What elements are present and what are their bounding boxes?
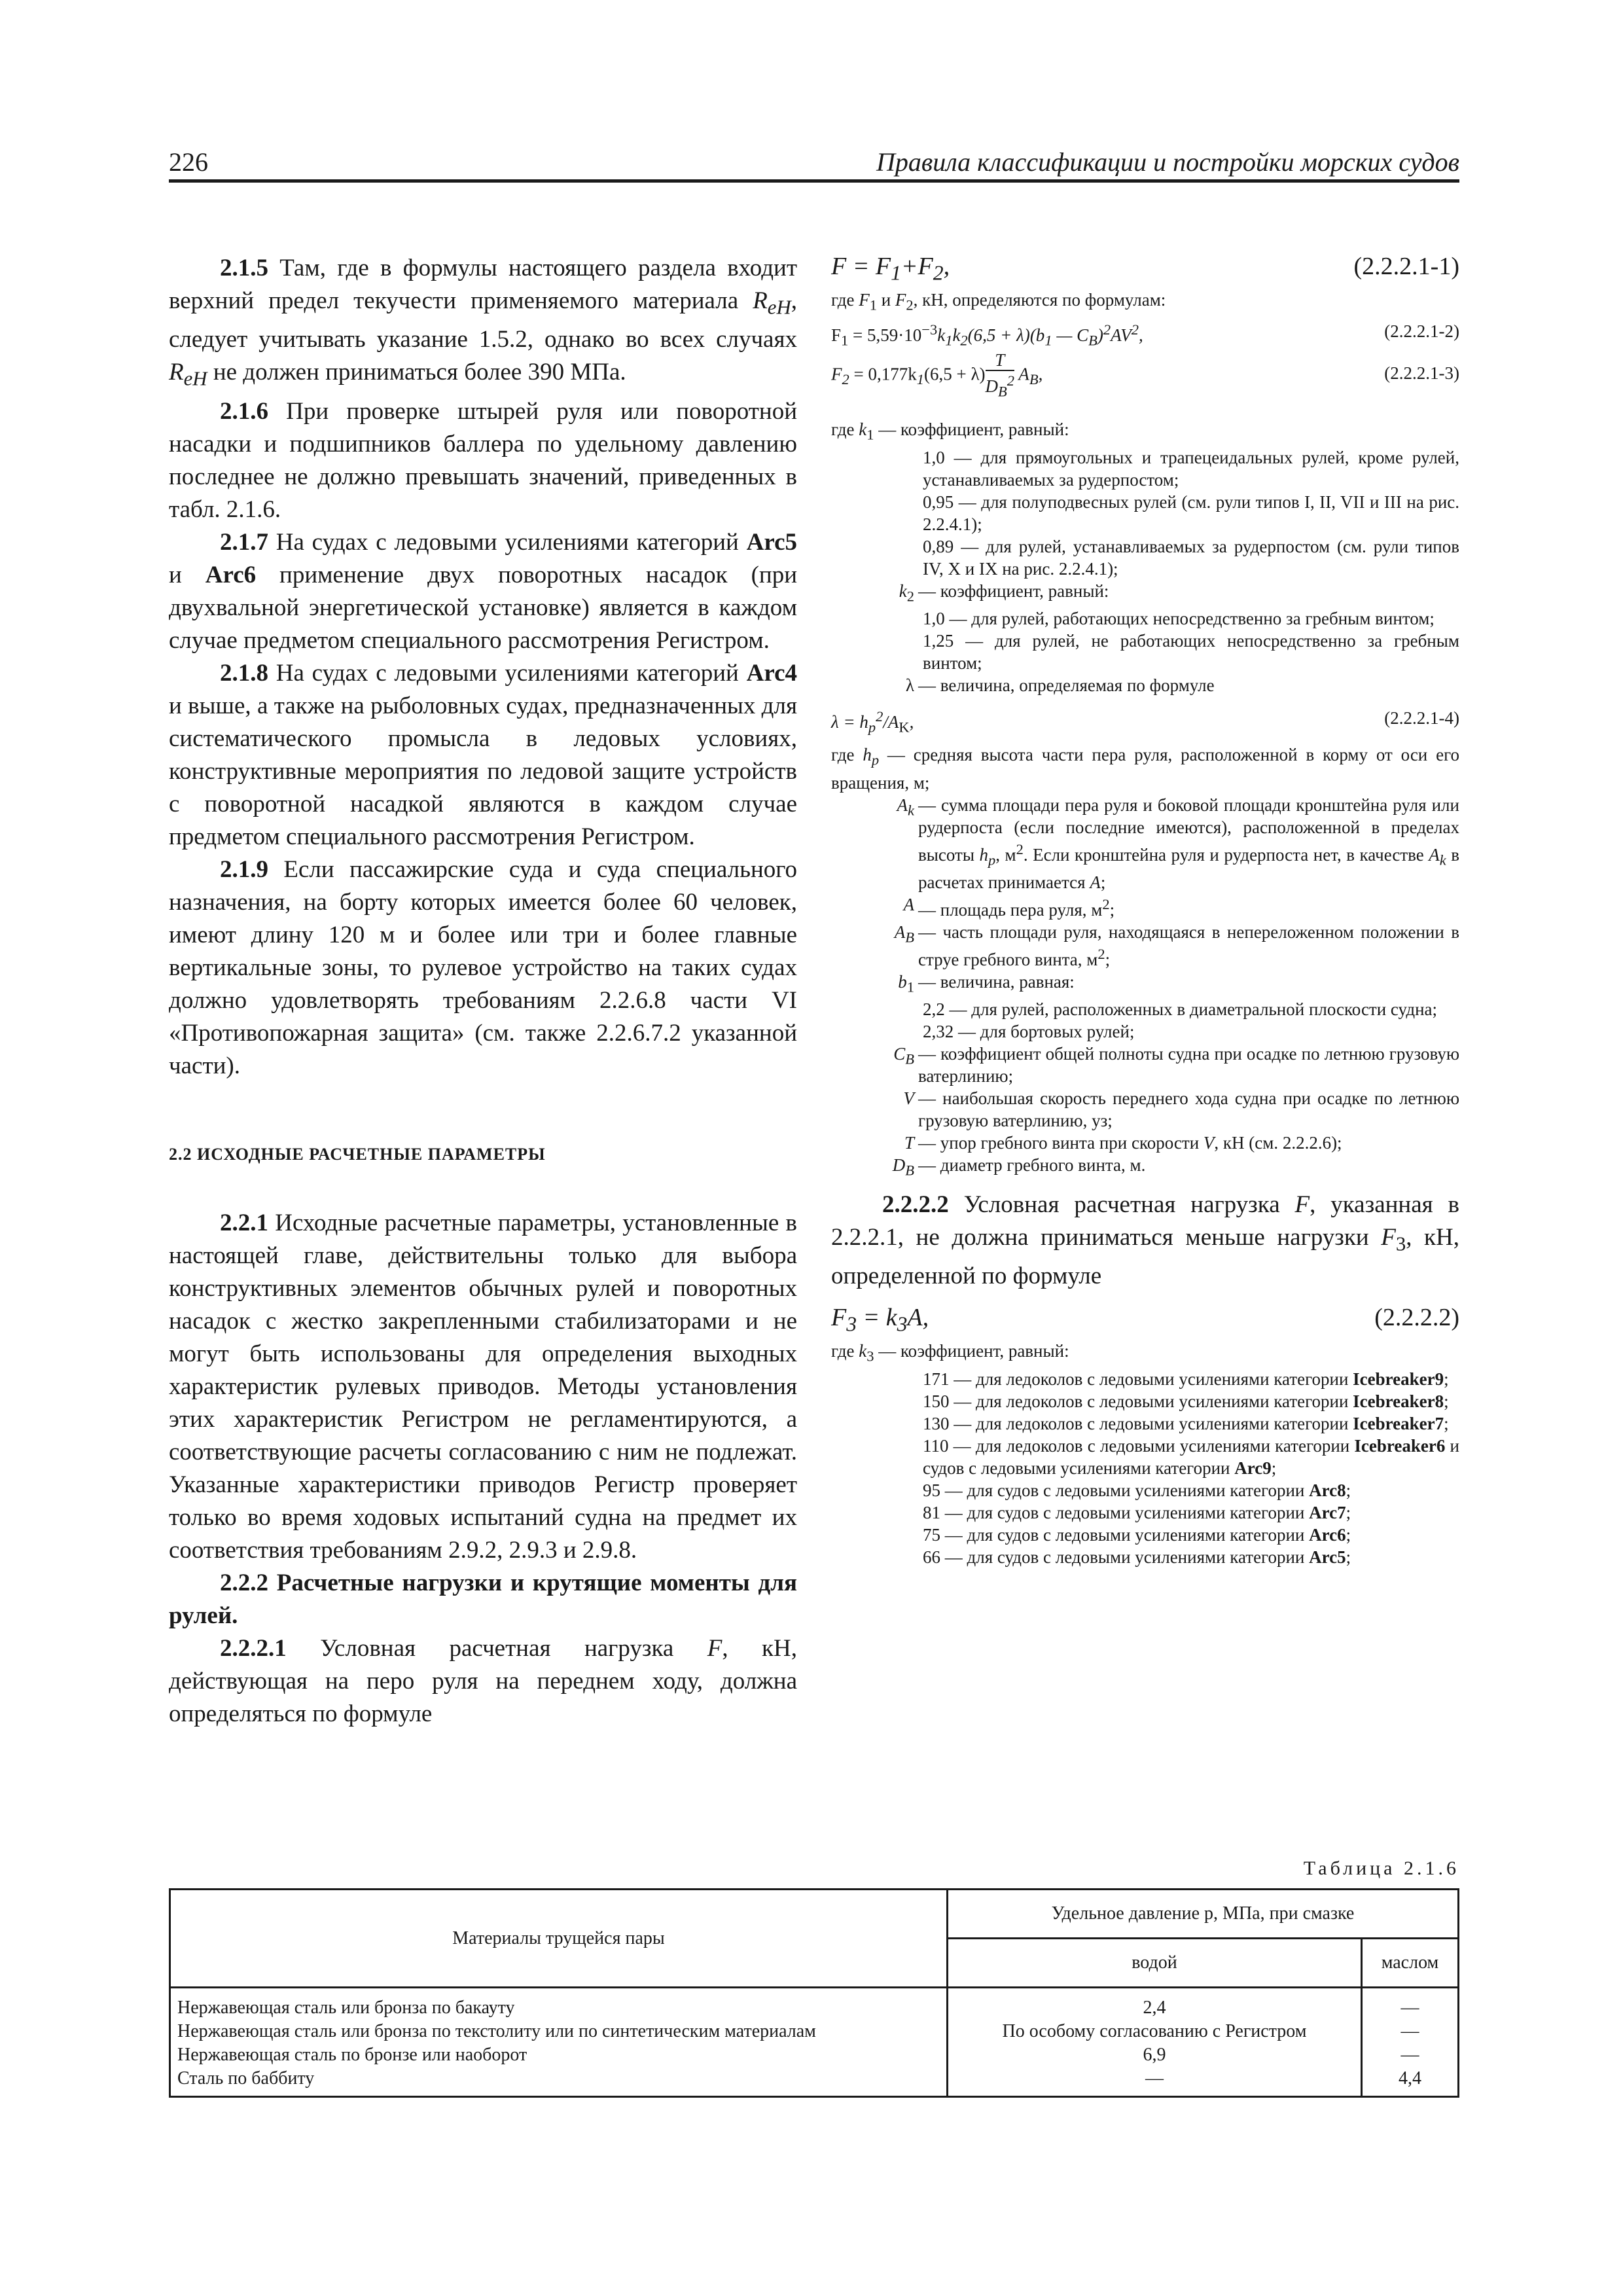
cell-oil: — bbox=[1362, 1988, 1459, 2020]
paragraph-2-1-7: 2.1.7 На судах с ледовыми усилениями категорий Arc5 и Arc6 применение двух поворотных насадок (при двухвальной энергетической установке) является в каждом случае предметом специального рассмотрения Регистром. bbox=[169, 528, 797, 654]
formula-number: (2.2.2.1-4) bbox=[1384, 708, 1459, 728]
paragraph-2-2-2: 2.2.2 Расчетные нагрузки и крутящие моменты для рулей. bbox=[169, 1569, 797, 1629]
def-k2: $k_2$ — коэффициент, равный: bbox=[899, 581, 1109, 605]
right-column bbox=[831, 252, 1459, 1568]
cell-oil: 4,4 bbox=[1362, 2067, 1459, 2097]
left-column bbox=[169, 252, 797, 1731]
k3-item: 130 — для ледоколов с ледовыми усилениями категории Icebreaker7; bbox=[923, 1413, 1449, 1433]
header-water: водой bbox=[948, 1939, 1362, 1988]
paragraph-2-1-5: 2.1.5 Там, где в формулы настоящего раздела входит верхний предел текучести применяемого материала $R_{eH}$, следует учитывать указание 1.5.2, однако во всех случаях $R_{eH}$ не должен приниматься более 390 МПа. bbox=[169, 255, 797, 390]
paragraph-2-2-2-2: 2.2.2.2 Условная расчетная нагрузка F, указанная в 2.2.2.1, не должна приниматься меньше нагрузки $F_3$, кН, определенной по формуле bbox=[831, 1191, 1460, 1290]
k1-item: 1,0 — для прямоугольных и трапецеидальных рулей, кроме рулей, устанавливаемых за рудерпостом; bbox=[923, 447, 1459, 490]
table-row bbox=[170, 2067, 1459, 2097]
header-materials: Материалы трущейся пары bbox=[170, 1890, 948, 1988]
def-ab: $A_B$ — часть площади руля, находящаяся в непереложенном положении в струе гребного винта, $м^2$; bbox=[894, 922, 1459, 969]
section-heading: 2.2 ИСХОДНЫЕ РАСЧЕТНЫЕ ПАРАМЕТРЫ bbox=[169, 1144, 546, 1164]
running-title: Правила классификации и постройки морских судов bbox=[876, 147, 1459, 177]
cell-water: По особому согласованию с Регистром bbox=[948, 2020, 1362, 2043]
b1-item: 2,2 — для рулей, расположенных в диаметральной плоскости судна; bbox=[923, 999, 1438, 1020]
paragraph-2-1-6: 2.1.6 При проверке штырей руля или поворотной насадки и подшипников баллера по удельному давлению последнее не должно превышать значений, приведенных в табл. 2.1.6. bbox=[169, 397, 797, 523]
k3-item: 110 — для ледоколов с ледовыми усилениями категории Icebreaker6 и судов с ледовыми усилениями категории Arc9; bbox=[923, 1435, 1459, 1478]
formula-number: (2.2.2.1-2) bbox=[1384, 321, 1459, 342]
k1-item: 0,95 — для полуподвесных рулей (см. рули типов I, II, VII и III на рис. 2.2.4.1); bbox=[923, 492, 1459, 534]
def-t: T — упор гребного винта при скорости V, кН (см. 2.2.2.6); bbox=[904, 1133, 1342, 1153]
formula-note: где $F_1$ и $F_2$, кН, определяются по формулам: bbox=[831, 290, 1166, 314]
cell-material: Нержавеющая сталь или бронза по текстолиту или по синтетическим материалам bbox=[170, 2020, 948, 2043]
table-2-1-6 bbox=[169, 1888, 1459, 2098]
formula-2-2-2-1-1: $F = F_1+F_2$, (2.2.2.1-1) bbox=[831, 253, 1459, 285]
k3-item: 66 — для судов с ледовыми усилениями категории Arc5; bbox=[923, 1547, 1351, 1567]
paragraph-2-2-1: 2.2.1 Исходные расчетные параметры, установленные в настоящей главе, действительны только для выбора конструктивных элементов обычных рулей и поворотных насадок с жестко закрепленными стабилизаторами и не могут быть использованы для определения выходных характеристик рулевых приводов. Методы установления этих характеристик Регистром не регламентируются, а соответствующие расчеты согласованию с ним не подлежат. Указанные характеристики приводов Регистр проверяет только во время ходовых испытаний судна на предмет их соответствия требованиям 2.9.2, 2.9.3 и 2.9.8. bbox=[169, 1209, 797, 1564]
page-header bbox=[169, 143, 1459, 183]
cell-material: Нержавеющая сталь или бронза по бакауту bbox=[170, 1988, 948, 2020]
cell-oil: — bbox=[1362, 2020, 1459, 2043]
page-number: 226 bbox=[169, 147, 208, 177]
formula-2-2-2-1-4: $\lambda = h_p^2/A_K$, (2.2.2.1-4) bbox=[831, 708, 1459, 736]
header-oil: маслом bbox=[1362, 1939, 1459, 1988]
cell-material: Сталь по баббиту bbox=[170, 2067, 948, 2097]
k3-item: 81 — для судов с ледовыми усилениями категории Arc7; bbox=[923, 1502, 1351, 1522]
formula-number: (2.2.2.2) bbox=[1374, 1304, 1459, 1332]
def-a: A — площадь пера руля, $м^2$; bbox=[903, 894, 1115, 920]
def-k1: где $k_1$ — коэффициент, равный: bbox=[831, 420, 1069, 443]
k3-item: 150 — для ледоколов с ледовыми усилениями категории Icebreaker8; bbox=[923, 1391, 1449, 1411]
paragraph-2-2-2-1: 2.2.2.1 Условная расчетная нагрузка F, кН, действующая на перо руля на переднем ходу, должна определяться по формуле bbox=[169, 1634, 797, 1727]
formula-2-2-2-1-2: $F_1 = 5,59\cdot 10^{-3}k_1k_2(6,5 + \lambda)(b_1$ — $C_B)^2AV^2$, (2.2.2.1-2) bbox=[831, 321, 1459, 349]
formula-number: (2.2.2.1-1) bbox=[1353, 253, 1459, 280]
table-row bbox=[170, 2043, 1459, 2067]
def-hp: где $h_p$ — средняя высота части пера руля, расположенной в корму от оси его вращения, м; bbox=[831, 745, 1459, 793]
table-row bbox=[170, 1988, 1459, 2020]
b1-item: 2,32 — для бортовых рулей; bbox=[923, 1022, 1135, 1042]
paragraph-2-1-9: 2.1.9 Если пассажирские суда и суда специального назначения, на борту которых имеется более 60 человек, имеют длину 120 м и более или три и более главные вертикальные зоны, то рулевое устройство на таких судах должно удовлетворять требованиям 2.2.6.8 части VI «Противопожарная защита» (см. также 2.2.6.7.2 указанной части). bbox=[169, 855, 797, 1079]
cell-water: — bbox=[948, 2067, 1362, 2097]
cell-water: 6,9 bbox=[948, 2043, 1362, 2067]
table-caption: Таблица 2.1.6 bbox=[1303, 1857, 1459, 1879]
cell-water: 2,4 bbox=[948, 1988, 1362, 2020]
cell-oil: — bbox=[1362, 2043, 1459, 2067]
paragraph-2-1-8: 2.1.8 На судах с ледовыми усилениями категорий Arc4 и выше, а также на рыболовных судах, предназначенных для систематического промысла в ледовых условиях, конструктивные мероприятия по ледовой защите устройств с поворотной насадкой являются в каждом случае предметом специального рассмотрения Регистром. bbox=[169, 659, 797, 850]
header-pressure: Удельное давление p, МПа, при смазке bbox=[948, 1890, 1459, 1939]
cell-material: Нержавеющая сталь по бронзе или наоборот bbox=[170, 2043, 948, 2067]
formula-2-2-2-1-3: $F_2 = 0,177k_1(6,5 + \lambda)$ $\frac{T}{D_B^2}$ $A_B$, (2.2.2.1-3) bbox=[831, 350, 1459, 409]
def-lambda: λ — величина, определяемая по формуле bbox=[905, 675, 1215, 696]
table-row bbox=[170, 2020, 1459, 2043]
def-db: $D_B$ — диаметр гребного винта, м. bbox=[892, 1155, 1146, 1179]
def-ak: $A_k$ — сумма площади пера руля и боковой площади кронштейна руля или рудерпоста (если последние имеются), расположенной в пределах высоты $h_p$, $м^2$. Если кронштейна руля и рудерпоста нет, в качестве $A_k$ в расчетах принимается A; bbox=[897, 795, 1459, 892]
def-b1: $b_1$ — величина, равная: bbox=[898, 971, 1075, 996]
k1-item: 0,89 — для рулей, устанавливаемых за рудерпостом (см. рули типов IV, X и IX на рис. 2.2.4.1); bbox=[923, 536, 1459, 579]
def-v: V — наибольшая скорость переднего хода судна при осадке по летнюю грузовую ватерлинию, уз; bbox=[903, 1088, 1459, 1131]
def-cb: $C_B$ — коэффициент общей полноты судна при осадке по летнюю грузовую ватерлинию; bbox=[893, 1044, 1459, 1086]
def-k3: где $k_3$ — коэффициент, равный: bbox=[831, 1341, 1069, 1365]
fraction: $\frac{T}{D_B^2}$ bbox=[985, 350, 1015, 400]
k3-item: 75 — для судов с ледовыми усилениями категории Arc6; bbox=[923, 1524, 1351, 1545]
formula-number: (2.2.2.1-3) bbox=[1384, 363, 1459, 384]
k3-item: 171 — для ледоколов с ледовыми усилениями категории Icebreaker9; bbox=[923, 1369, 1449, 1389]
k3-item: 95 — для судов с ледовыми усилениями категории Arc8; bbox=[923, 1480, 1351, 1500]
k2-item: 1,25 — для рулей, не работающих непосредственно за гребным винтом; bbox=[923, 631, 1459, 673]
formula-2-2-2-2: $F_3 = k_3A$, (2.2.2.2) bbox=[831, 1304, 1459, 1336]
k2-item: 1,0 — для рулей, работающих непосредственно за гребным винтом; bbox=[923, 609, 1435, 629]
